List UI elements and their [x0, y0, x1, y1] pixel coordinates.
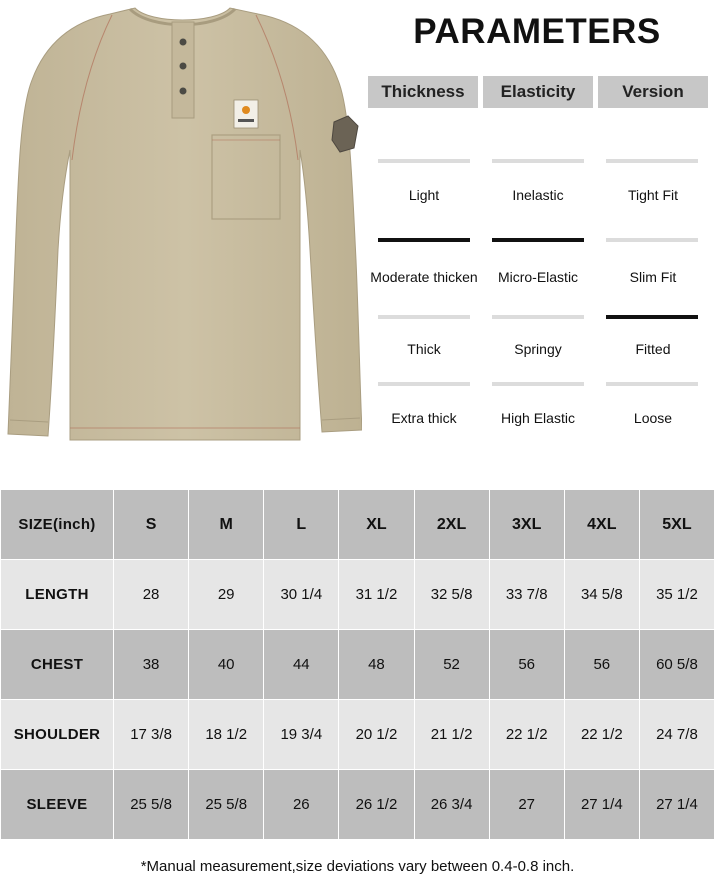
measurement-label: LENGTH	[1, 560, 114, 630]
param-bar-selected	[606, 315, 698, 319]
measurement-value: 28	[114, 560, 189, 630]
param-bar	[606, 382, 698, 386]
measurement-value: 40	[189, 630, 264, 700]
measurement-value: 34 5/8	[564, 560, 639, 630]
measurement-value: 26	[264, 770, 339, 840]
size-column-header: M	[189, 490, 264, 560]
measurement-value: 22 1/2	[564, 700, 639, 770]
param-bar-selected	[378, 238, 470, 242]
param-option-label: Micro-Elastic	[497, 269, 579, 285]
measurement-value: 56	[489, 630, 564, 700]
measurement-value: 24 7/8	[639, 700, 714, 770]
param-bar	[492, 315, 584, 319]
measurement-value: 27 1/4	[564, 770, 639, 840]
param-bar	[492, 382, 584, 386]
size-chart-table	[0, 489, 715, 840]
param-option-label: Thick	[407, 341, 441, 357]
measurement-label: SLEEVE	[1, 770, 114, 840]
measurement-value: 30 1/4	[264, 560, 339, 630]
measurement-value: 21 1/2	[414, 700, 489, 770]
measurement-value: 33 7/8	[489, 560, 564, 630]
measurement-value: 32 5/8	[414, 560, 489, 630]
param-bar	[492, 159, 584, 163]
measurement-value: 29	[189, 560, 264, 630]
parameters-title: PARAMETERS	[413, 12, 661, 51]
size-column-header: 3XL	[489, 490, 564, 560]
size-column-header: XL	[339, 490, 414, 560]
sleeve-patch-icon	[332, 116, 358, 152]
measurement-value: 25 5/8	[189, 770, 264, 840]
size-header-label: SIZE(inch)	[1, 490, 114, 560]
size-column-header: 2XL	[414, 490, 489, 560]
measurement-value: 31 1/2	[339, 560, 414, 630]
param-option-label: Springy	[514, 341, 562, 357]
param-bar	[606, 159, 698, 163]
measurement-value: 18 1/2	[189, 700, 264, 770]
measurement-value: 17 3/8	[114, 700, 189, 770]
param-header-elasticity: Elasticity	[483, 76, 593, 108]
measurement-value: 20 1/2	[339, 700, 414, 770]
param-option-label: Tight Fit	[627, 187, 679, 203]
table-row	[1, 700, 715, 770]
param-bar	[378, 382, 470, 386]
param-option-label: Moderate thicken	[370, 269, 478, 285]
param-option-label: Extra thick	[391, 410, 457, 426]
measurement-label: CHEST	[1, 630, 114, 700]
size-column-header: L	[264, 490, 339, 560]
measurement-value: 60 5/8	[639, 630, 714, 700]
shirt-product-image	[0, 0, 362, 460]
size-column-header: 5XL	[639, 490, 714, 560]
size-header-row	[1, 490, 715, 560]
param-option-label: Fitted	[635, 341, 671, 357]
measurement-label: SHOULDER	[1, 700, 114, 770]
measurement-value: 27 1/4	[639, 770, 714, 840]
param-option-label: Light	[408, 187, 440, 203]
table-row	[1, 560, 715, 630]
measurement-value: 27	[489, 770, 564, 840]
measurement-value: 19 3/4	[264, 700, 339, 770]
param-option-label: Inelastic	[512, 187, 564, 203]
param-header-version: Version	[598, 76, 708, 108]
measurement-value: 26 3/4	[414, 770, 489, 840]
measurement-value: 26 1/2	[339, 770, 414, 840]
param-bar	[378, 315, 470, 319]
measurement-value: 22 1/2	[489, 700, 564, 770]
size-column-header: S	[114, 490, 189, 560]
table-row	[1, 770, 715, 840]
measurement-value: 35 1/2	[639, 560, 714, 630]
param-bar	[378, 159, 470, 163]
param-option-label: Slim Fit	[629, 269, 677, 285]
measurement-value: 52	[414, 630, 489, 700]
size-column-header: 4XL	[564, 490, 639, 560]
measurement-value: 48	[339, 630, 414, 700]
param-option-label: High Elastic	[501, 410, 575, 426]
table-row	[1, 630, 715, 700]
measurement-footnote: *Manual measurement,size deviations vary between 0.4-0.8 inch.	[140, 858, 575, 875]
measurement-value: 25 5/8	[114, 770, 189, 840]
measurement-value: 56	[564, 630, 639, 700]
measurement-value: 38	[114, 630, 189, 700]
measurement-value: 44	[264, 630, 339, 700]
param-bar-selected	[492, 238, 584, 242]
param-bar	[606, 238, 698, 242]
param-option-label: Loose	[633, 410, 673, 426]
param-header-thickness: Thickness	[368, 76, 478, 108]
